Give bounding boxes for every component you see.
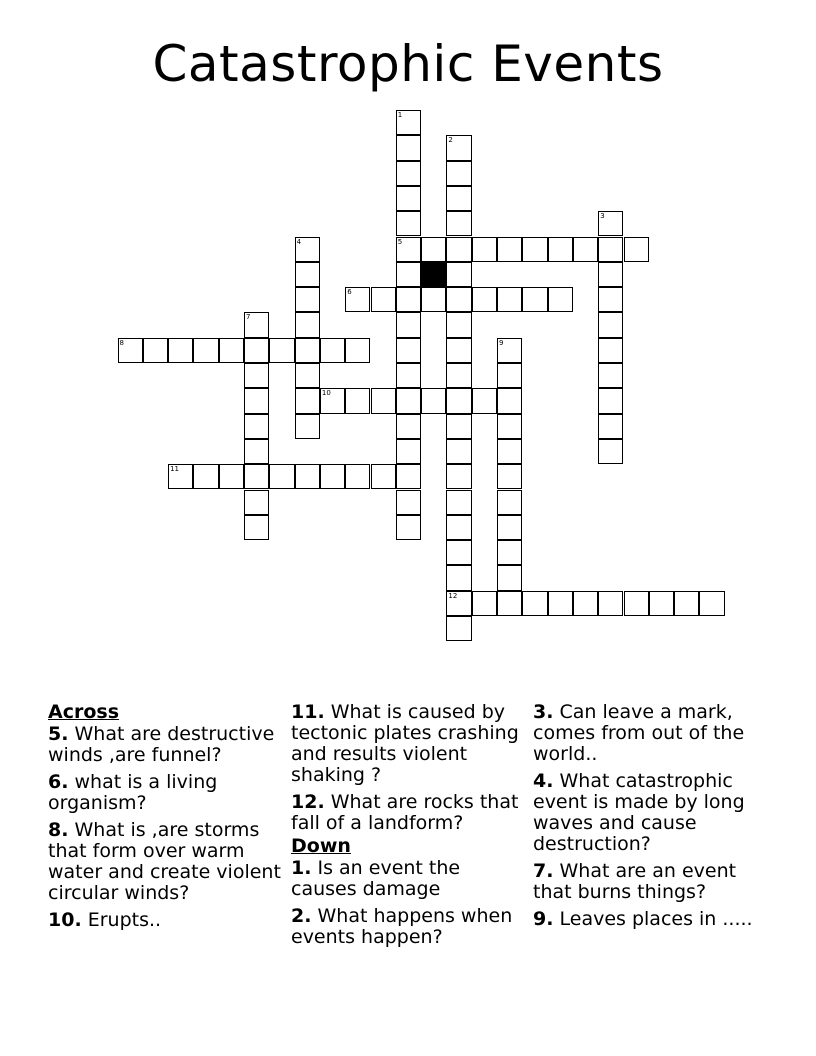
crossword-cell[interactable] <box>219 338 244 363</box>
clue-number: 8. <box>48 819 69 841</box>
clue-number-label: 10 <box>321 389 331 398</box>
clue-number-label: 3 <box>600 212 605 221</box>
clue-number-label: 8 <box>119 338 124 347</box>
crossword-cell[interactable] <box>295 388 320 413</box>
crossword-cell[interactable] <box>472 591 497 616</box>
crossword-cell[interactable] <box>598 591 623 616</box>
crossword-cell[interactable] <box>244 312 269 337</box>
crossword-cell[interactable] <box>396 464 421 489</box>
crossword-cell[interactable] <box>598 287 623 312</box>
crossword-cell[interactable] <box>396 414 421 439</box>
crossword-cell[interactable] <box>446 515 471 540</box>
black-square <box>421 262 446 287</box>
crossword-cell[interactable] <box>598 237 623 262</box>
crossword-cell[interactable] <box>244 363 269 388</box>
clue-number: 11. <box>291 701 325 723</box>
crossword-cell[interactable] <box>497 338 522 363</box>
crossword-cell[interactable] <box>446 338 471 363</box>
crossword-cell[interactable] <box>421 388 446 413</box>
clue-number-label: 4 <box>296 237 302 246</box>
clue-column-1 <box>48 702 284 937</box>
clue-number: 9. <box>533 908 554 930</box>
crossword-cell[interactable] <box>522 591 547 616</box>
crossword-cell[interactable] <box>624 591 649 616</box>
crossword-cell[interactable] <box>446 565 471 590</box>
crossword-cell[interactable] <box>446 388 471 413</box>
crossword-cell[interactable] <box>345 388 370 413</box>
crossword-cell[interactable] <box>446 439 471 464</box>
crossword-cell[interactable] <box>396 490 421 515</box>
crossword-cell[interactable] <box>573 591 598 616</box>
crossword-cell[interactable] <box>396 388 421 413</box>
crossword-cell[interactable] <box>371 388 396 413</box>
crossword-cell[interactable] <box>345 287 370 312</box>
clue-text: What are an event that burns things? <box>533 860 737 903</box>
crossword-cell[interactable] <box>649 591 674 616</box>
clue-number: 2. <box>291 905 312 927</box>
clue-number-label: 7 <box>246 313 251 322</box>
crossword-cell[interactable] <box>446 616 471 641</box>
crossword-cell[interactable] <box>118 338 143 363</box>
crossword-cell[interactable] <box>573 237 598 262</box>
crossword-cell[interactable] <box>396 439 421 464</box>
clue-across-12 <box>291 792 527 834</box>
crossword-cell[interactable] <box>446 262 471 287</box>
crossword-cell[interactable] <box>598 262 623 287</box>
crossword-cell[interactable] <box>497 591 522 616</box>
clue-text: What is caused by tectonic plates crashing and results violent shaking ? <box>291 701 519 786</box>
crossword-cell[interactable] <box>244 439 269 464</box>
crossword-cell[interactable] <box>396 515 421 540</box>
crossword-cell[interactable] <box>446 161 471 186</box>
clue-down-9 <box>533 909 769 930</box>
crossword-cell[interactable] <box>295 414 320 439</box>
clue-number: 12. <box>291 791 325 813</box>
clue-across-6 <box>48 772 284 814</box>
crossword-cell[interactable] <box>345 464 370 489</box>
crossword-cell[interactable] <box>193 464 218 489</box>
crossword-cell[interactable] <box>472 287 497 312</box>
crossword-cell[interactable] <box>497 287 522 312</box>
clue-across-5 <box>48 724 284 766</box>
crossword-cell[interactable] <box>396 211 421 236</box>
crossword-cell[interactable] <box>295 363 320 388</box>
crossword-cell[interactable] <box>598 388 623 413</box>
crossword-cell[interactable] <box>497 439 522 464</box>
crossword-cell[interactable] <box>320 464 345 489</box>
crossword-cell[interactable] <box>598 414 623 439</box>
clue-text: What are destructive winds ,are funnel? <box>48 723 275 766</box>
crossword-cell[interactable] <box>497 464 522 489</box>
crossword-cell[interactable] <box>295 338 320 363</box>
clue-across-11 <box>291 702 527 786</box>
clue-down-7 <box>533 861 769 903</box>
crossword-cell[interactable] <box>396 363 421 388</box>
crossword-cell[interactable] <box>497 565 522 590</box>
crossword-cell[interactable] <box>396 312 421 337</box>
crossword-cell[interactable] <box>548 237 573 262</box>
crossword-cell[interactable] <box>497 515 522 540</box>
crossword-cell[interactable] <box>219 464 244 489</box>
crossword-cell[interactable] <box>598 338 623 363</box>
crossword-cell[interactable] <box>295 237 320 262</box>
clue-number-label: 6 <box>347 288 352 297</box>
crossword-cell[interactable] <box>371 464 396 489</box>
crossword-cell[interactable] <box>269 464 294 489</box>
crossword-cell[interactable] <box>396 287 421 312</box>
clue-text: What is ,are storms that form over warm water and create violent circular winds? <box>48 819 281 904</box>
crossword-cell[interactable] <box>497 388 522 413</box>
crossword-cell[interactable] <box>446 490 471 515</box>
crossword-cell[interactable] <box>472 237 497 262</box>
clue-down-1 <box>291 858 527 900</box>
clue-number: 10. <box>48 909 82 931</box>
crossword-cell[interactable] <box>269 338 294 363</box>
crossword-cell[interactable] <box>244 388 269 413</box>
clue-column-2 <box>291 702 527 954</box>
crossword-cell[interactable] <box>446 287 471 312</box>
crossword-cell[interactable] <box>295 287 320 312</box>
crossword-cell[interactable] <box>497 237 522 262</box>
clue-number-label: 9 <box>499 338 504 347</box>
crossword-cell[interactable] <box>446 591 471 616</box>
clue-across-10 <box>48 910 284 931</box>
crossword-cell[interactable] <box>472 388 497 413</box>
clue-down-4 <box>533 771 769 855</box>
crossword-cell[interactable] <box>446 363 471 388</box>
crossword-cell[interactable] <box>396 262 421 287</box>
across-heading: Across <box>48 701 120 723</box>
clue-number: 4. <box>533 770 554 792</box>
crossword-cell[interactable] <box>497 414 522 439</box>
puzzle-title: Catastrophic Events <box>152 35 664 93</box>
crossword-cell[interactable] <box>598 363 623 388</box>
crossword-cell[interactable] <box>244 490 269 515</box>
crossword-cell[interactable] <box>598 439 623 464</box>
crossword-cell[interactable] <box>548 287 573 312</box>
clue-text: Is an event the causes damage <box>291 857 461 900</box>
crossword-cell[interactable] <box>168 464 193 489</box>
crossword-cell[interactable] <box>396 161 421 186</box>
crossword-cell[interactable] <box>624 237 649 262</box>
crossword-cell[interactable] <box>446 135 471 160</box>
crossword-cell[interactable] <box>143 338 168 363</box>
crossword-cell[interactable] <box>497 363 522 388</box>
crossword-cell[interactable] <box>497 540 522 565</box>
clue-number: 6. <box>48 771 69 793</box>
crossword-cell[interactable] <box>446 237 471 262</box>
clue-text: What are rocks that fall of a landform? <box>291 791 519 834</box>
crossword-cell[interactable] <box>446 540 471 565</box>
clue-number-label: 12 <box>448 591 458 600</box>
crossword-cell[interactable] <box>396 338 421 363</box>
crossword-cell[interactable] <box>193 338 218 363</box>
crossword-cell[interactable] <box>396 186 421 211</box>
crossword-cell[interactable] <box>446 414 471 439</box>
crossword-cell[interactable] <box>396 135 421 160</box>
clue-across-8 <box>48 820 284 904</box>
crossword-cell[interactable] <box>598 211 623 236</box>
crossword-cell[interactable] <box>345 338 370 363</box>
clue-text: what is a living organism? <box>48 771 218 814</box>
clue-number-label: 2 <box>448 136 453 145</box>
crossword-cell[interactable] <box>548 591 573 616</box>
crossword-cell[interactable] <box>320 388 345 413</box>
crossword-cell[interactable] <box>396 110 421 135</box>
crossword-cell[interactable] <box>421 237 446 262</box>
crossword-cell[interactable] <box>446 464 471 489</box>
crossword-cell[interactable] <box>522 237 547 262</box>
crossword-cell[interactable] <box>295 464 320 489</box>
clue-down-3 <box>533 702 769 765</box>
clue-number: 1. <box>291 857 312 879</box>
crossword-cell[interactable] <box>244 464 269 489</box>
crossword-cell[interactable] <box>244 515 269 540</box>
clue-number: 5. <box>48 723 69 745</box>
crossword-cell[interactable] <box>446 312 471 337</box>
clue-down-2 <box>291 906 527 948</box>
clue-text: What happens when events happen? <box>291 905 513 948</box>
crossword-cell[interactable] <box>446 211 471 236</box>
crossword-cell[interactable] <box>598 312 623 337</box>
crossword-cell[interactable] <box>446 186 471 211</box>
down-heading: Down <box>291 835 351 857</box>
clue-column-3 <box>533 702 769 936</box>
clue-number-label: 1 <box>397 111 403 119</box>
crossword-cell[interactable] <box>295 312 320 337</box>
crossword-cell[interactable] <box>396 237 421 262</box>
crossword-cell[interactable] <box>244 338 269 363</box>
clue-text: Leaves places in ..... <box>559 908 753 930</box>
clue-number-label: 5 <box>397 237 403 246</box>
clue-text: Can leave a mark, comes from out of the world.. <box>533 701 745 765</box>
clue-number: 3. <box>533 701 554 723</box>
clue-text: Erupts.. <box>87 909 162 931</box>
crossword-cell[interactable] <box>295 262 320 287</box>
crossword-cell[interactable] <box>497 490 522 515</box>
crossword-cell[interactable] <box>674 591 699 616</box>
crossword-cell[interactable] <box>244 414 269 439</box>
crossword-cell[interactable] <box>168 338 193 363</box>
clue-text: What catastrophic event is made by long waves and cause destruction? <box>533 770 745 855</box>
crossword-cell[interactable] <box>371 287 396 312</box>
crossword-cell[interactable] <box>699 591 724 616</box>
clue-number: 7. <box>533 860 554 882</box>
clue-number-label: 11 <box>170 465 180 474</box>
crossword-cell[interactable] <box>320 338 345 363</box>
crossword-cell[interactable] <box>421 287 446 312</box>
crossword-cell[interactable] <box>522 287 547 312</box>
